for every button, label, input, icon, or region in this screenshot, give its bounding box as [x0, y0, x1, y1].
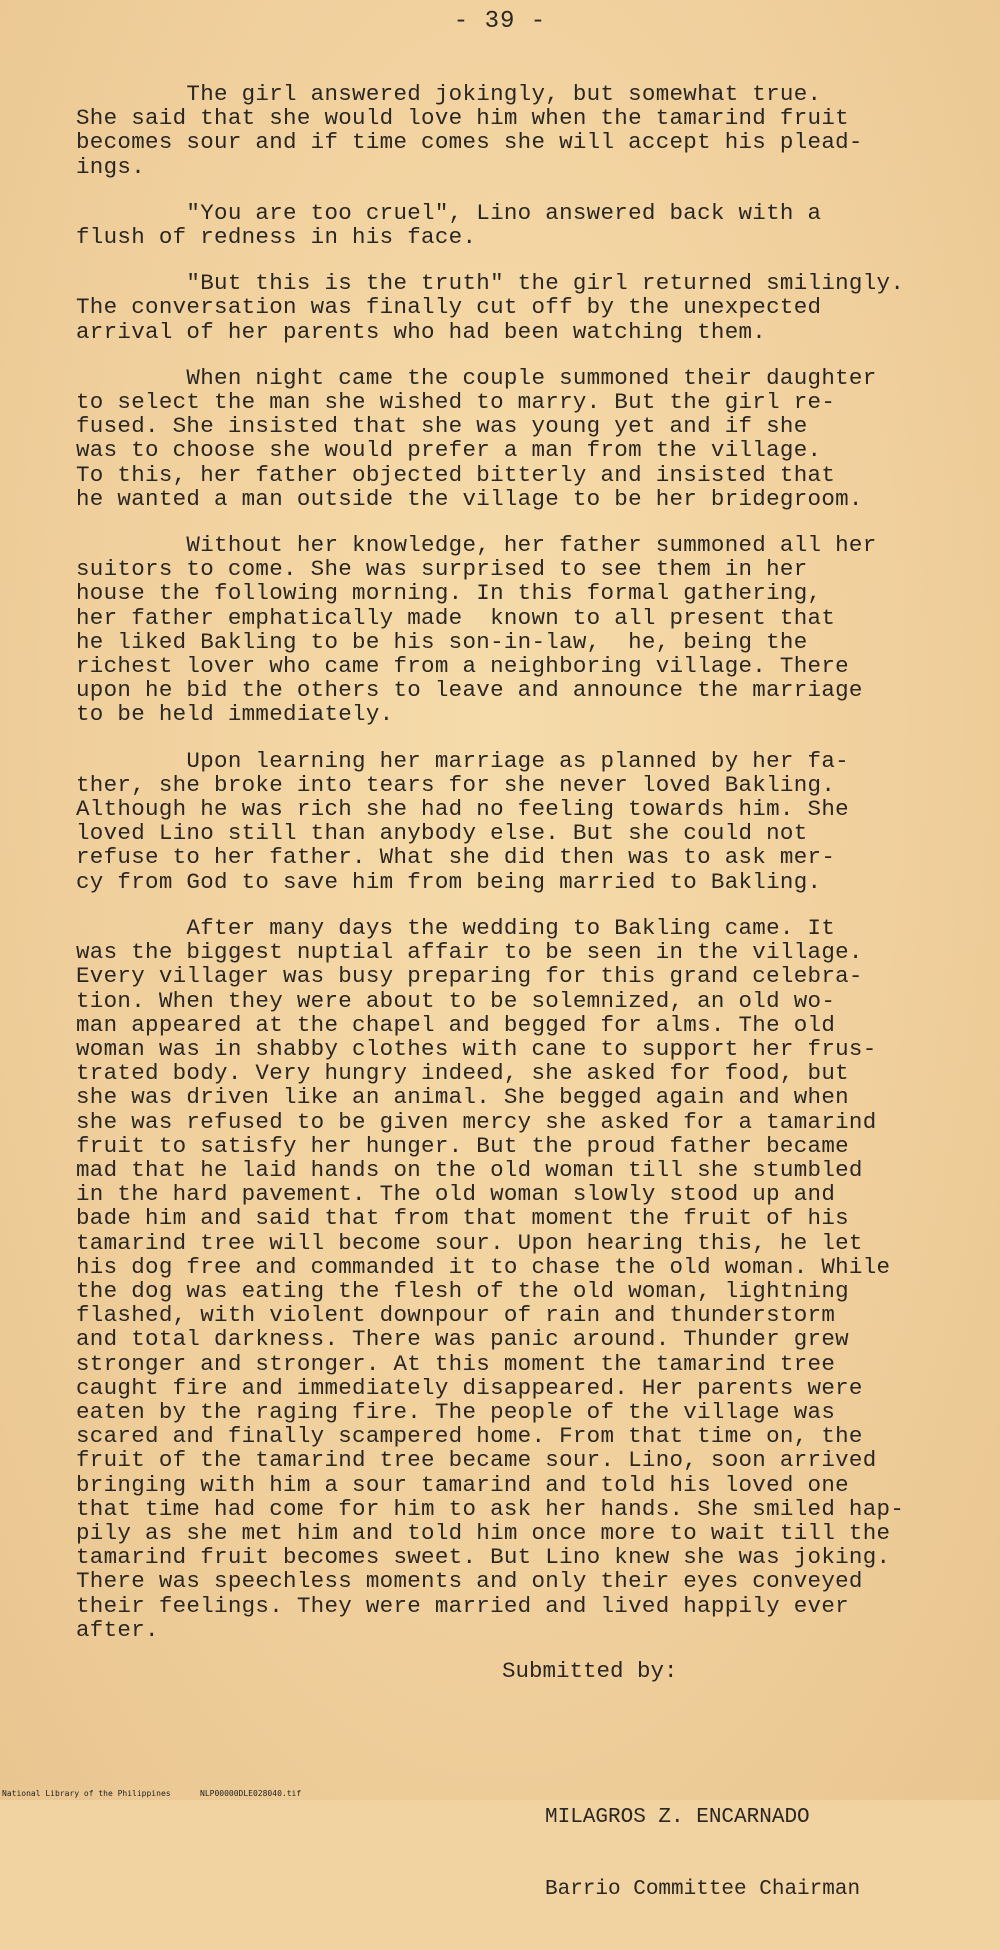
paragraph-1: The girl answered jokingly, but somewhat true. She said that she would love him when the tamarind fruit becomes sour and if time comes she will accept his plead- ings.: [76, 81, 863, 180]
submitted-by-label: Submitted by:: [502, 1658, 678, 1684]
signatory-name: MILAGROS Z. ENCARNADO: [545, 1806, 810, 1829]
body-text: [76, 82, 956, 1664]
paragraph-6: Upon learning her marriage as planned by her fa- ther, she broke into tears for she never loved Bakling. Although he was rich she had no feeling towards him. She loved Lino still than anybody else. But she could not refuse to her father. What she did then was to ask mer- cy from God to save him from being married to Bakling.: [76, 747, 849, 895]
footer-file-name: NLP00000DLE028040.tif: [200, 1789, 302, 1798]
signature-block: [545, 1758, 860, 1950]
paragraph-3: "But this is the truth" the girl returned smilingly. The conversation was finally cut off by the unexpected arrival of her parents who had been watching them.: [76, 270, 905, 345]
signatory-title: Barrio Committee Chairman: [545, 1878, 861, 1901]
paragraph-2: "You are too cruel", Lino answered back with a flush of redness in his face.: [76, 199, 822, 251]
footer-library-credit: National Library of the Philippines: [2, 1789, 171, 1798]
paragraph-4: When night came the couple summoned their daughter to select the man she wished to marry. But the girl re- fused. She insisted that she was young yet and if she was to choose she would prefer a man from the village. To this, her father objected bitterly and insisted that he wanted a man outside the village to be her bridegroom.: [76, 364, 877, 512]
paragraph-7: After many days the wedding to Bakling came. It was the biggest nuptial affair to be seen in the village. Every villager was busy preparing for this grand celebra- tion. When they were about to be solemnized, an old wo- man appeared at the chapel and begged for alms. The old woman was in shabby clothes with cane to support her frus- trated body. Very hungry indeed, she asked for food, but she was driven like an animal. She begged again and when she was refused to be given mercy she asked for a tamarind fruit to satisfy her hunger. But the proud father became mad that he laid hands on the old woman till she stumbled in the hard pavement. The old woman slowly stood up and bade him and said that from that moment the fruit of his tamarind tree will become sour. Upon hearing this, he let his dog free and commanded it to chase the old woman. While the dog was eating the flesh of the old woman, lightning flashed, with violent downpour of rain and thunderstorm and total darkness. There was panic around. Thunder grew stronger and stronger. At this moment the tamarind tree caught fire and immediately disappeared. Her parents were eaten by the raging fire. The people of the village was scared and finally scampered home. From that time on, the fruit of the tamarind tree became sour. Lino, soon arrived bringing with him a sour tamarind and told his loved one that time had come for him to ask her hands. She smiled hap- pily as she met him and told him once more to wait till the tamarind fruit becomes sweet. But Lino knew she was joking. There was speechless moments and only their eyes conveyed their feelings. They were married and lived happily ever after.: [76, 914, 905, 1643]
page-number: - 39 -: [453, 8, 547, 35]
paragraph-5: Without her knowledge, her father summoned all her suitors to come. She was surprised to see them in her house the following morning. In this formal gathering, her father emphatically made known to all present that he liked Bakling to be his son-in-law, he, being the richest lover who came from a neighboring village. There upon he bid the others to leave and announce the marriage to be held immediately.: [76, 532, 877, 728]
